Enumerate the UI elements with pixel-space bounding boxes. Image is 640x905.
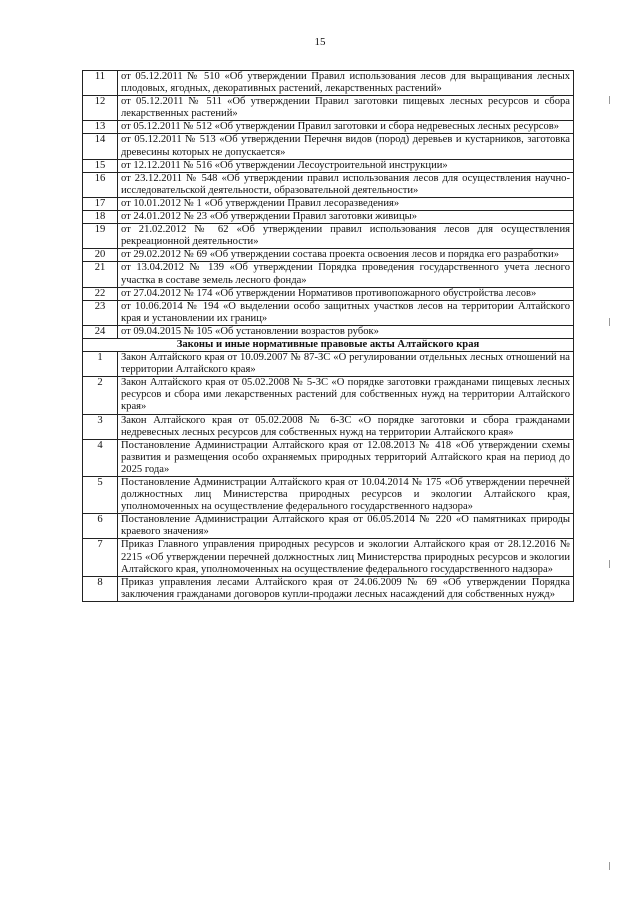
act-description: Постановление Администрации Алтайского края от 10.04.2014 № 175 «Об утверждении перечней должностных лиц Министерства природных ресурсов и экологии Алтайского края, уполномоченных на осуществление федерального государственного надзора» <box>118 477 574 514</box>
table-row <box>83 172 574 197</box>
scan-edge-mark <box>609 318 610 326</box>
act-description: Закон Алтайского края от 05.02.2008 № 6-ЗС «О порядке заготовки и сбора гражданами недревесных лесных ресурсов для собственных нужд на территории Алтайского края» <box>118 414 574 439</box>
scan-edge-mark <box>609 862 610 870</box>
table-row <box>83 300 574 325</box>
row-number: 1 <box>83 352 118 377</box>
section-heading-row <box>83 338 574 351</box>
act-description: от 05.12.2011 № 511 «Об утверждении Правил заготовки пищевых лесных ресурсов и сбора лекарственных растений» <box>118 96 574 121</box>
row-number: 16 <box>83 172 118 197</box>
row-number: 18 <box>83 211 118 224</box>
table-row <box>83 211 574 224</box>
table-row <box>83 287 574 300</box>
row-number: 11 <box>83 71 118 96</box>
table-row <box>83 71 574 96</box>
table-row <box>83 197 574 210</box>
row-number: 23 <box>83 300 118 325</box>
federal-orders-rows <box>83 71 574 339</box>
section-heading: Законы и иные нормативные правовые акты Алтайского края <box>83 338 574 351</box>
table-row <box>83 159 574 172</box>
table-row <box>83 262 574 287</box>
act-description: от 12.12.2011 № 516 «Об утверждении Лесоустроительной инструкции» <box>118 159 574 172</box>
table-row <box>83 576 574 601</box>
scan-edge-mark <box>609 96 610 104</box>
act-description: Приказ управления лесами Алтайского края от 24.06.2009 № 69 «Об утверждении Порядка заключения гражданами договоров купли-продажи лесных насаждений для собственных нужд» <box>118 576 574 601</box>
regional-acts-rows <box>83 352 574 602</box>
row-number: 12 <box>83 96 118 121</box>
row-number: 2 <box>83 377 118 414</box>
act-description: от 05.12.2011 № 510 «Об утверждении Правил использования лесов для выращивания лесных плодовых, ягодных, декоративных растений, лекарственных растений» <box>118 71 574 96</box>
row-number: 4 <box>83 439 118 476</box>
table-row <box>83 514 574 539</box>
act-description: Закон Алтайского края от 10.09.2007 № 87-ЗС «О регулировании отдельных лесных отношений на территории Алтайского края» <box>118 352 574 377</box>
act-description: от 24.01.2012 № 23 «Об утверждении Правил заготовки живицы» <box>118 211 574 224</box>
row-number: 19 <box>83 224 118 249</box>
act-description: Постановление Администрации Алтайского края от 12.08.2013 № 418 «Об утверждении схемы развития и размещения особо охраняемых природных территорий Алтайского края на период до 2025 года» <box>118 439 574 476</box>
row-number: 14 <box>83 134 118 159</box>
act-description: от 27.04.2012 № 174 «Об утверждении Нормативов противопожарного обустройства лесов» <box>118 287 574 300</box>
act-description: от 29.02.2012 № 69 «Об утверждении состава проекта освоения лесов и порядка его разработки» <box>118 249 574 262</box>
table-row <box>83 249 574 262</box>
act-description: Закон Алтайского края от 05.02.2008 № 5-ЗС «О порядке заготовки гражданами пищевых лесных ресурсов и сбора ими лекарственных растений для собственных нужд на территории Алтайского края» <box>118 377 574 414</box>
row-number: 13 <box>83 121 118 134</box>
row-number: 24 <box>83 325 118 338</box>
act-description: от 09.04.2015 № 105 «Об установлении возрастов рубок» <box>118 325 574 338</box>
table-row <box>83 96 574 121</box>
row-number: 7 <box>83 539 118 576</box>
act-description: Приказ Главного управления природных ресурсов и экологии Алтайского края от 28.12.2016 № 2215 «Об утверждении перечней должностных лиц Министерства природных ресурсов и экологии Алтайского края, уполномоченных на осуществление федерального государственного надзора» <box>118 539 574 576</box>
table-row <box>83 414 574 439</box>
table-row <box>83 325 574 338</box>
table-row <box>83 224 574 249</box>
act-description: от 13.04.2012 № 139 «Об утверждении Порядка проведения государственного учета лесного участка в составе земель лесного фонда» <box>118 262 574 287</box>
row-number: 17 <box>83 197 118 210</box>
row-number: 22 <box>83 287 118 300</box>
legal-acts-table <box>82 70 574 602</box>
table-row <box>83 377 574 414</box>
act-description: от 10.01.2012 № 1 «Об утверждении Правил лесоразведения» <box>118 197 574 210</box>
act-description: Постановление Администрации Алтайского края от 06.05.2014 № 220 «О памятниках природы краевого значения» <box>118 514 574 539</box>
row-number: 20 <box>83 249 118 262</box>
table-row <box>83 539 574 576</box>
row-number: 5 <box>83 477 118 514</box>
act-description: от 05.12.2011 № 513 «Об утверждении Перечня видов (пород) деревьев и кустарников, заготовка древесины которых не допускается» <box>118 134 574 159</box>
section-heading-row-group <box>83 338 574 351</box>
table-row <box>83 134 574 159</box>
table-row <box>83 352 574 377</box>
row-number: 15 <box>83 159 118 172</box>
act-description: от 10.06.2014 № 194 «О выделении особо защитных участков лесов на территории Алтайского края и установлении их границ» <box>118 300 574 325</box>
row-number: 21 <box>83 262 118 287</box>
table-row <box>83 439 574 476</box>
table-row <box>83 477 574 514</box>
table-row <box>83 121 574 134</box>
act-description: от 05.12.2011 № 512 «Об утверждении Правил заготовки и сбора недревесных лесных ресурсов» <box>118 121 574 134</box>
act-description: от 23.12.2011 № 548 «Об утверждении правил использования лесов для осуществления научно-исследовательской деятельности, образовательной деятельности» <box>118 172 574 197</box>
page-number: 15 <box>314 36 326 48</box>
row-number: 8 <box>83 576 118 601</box>
row-number: 6 <box>83 514 118 539</box>
act-description: от 21.02.2012 № 62 «Об утверждении правил использования лесов для осуществления рекреационной деятельности» <box>118 224 574 249</box>
row-number: 3 <box>83 414 118 439</box>
scan-edge-mark <box>609 560 610 568</box>
